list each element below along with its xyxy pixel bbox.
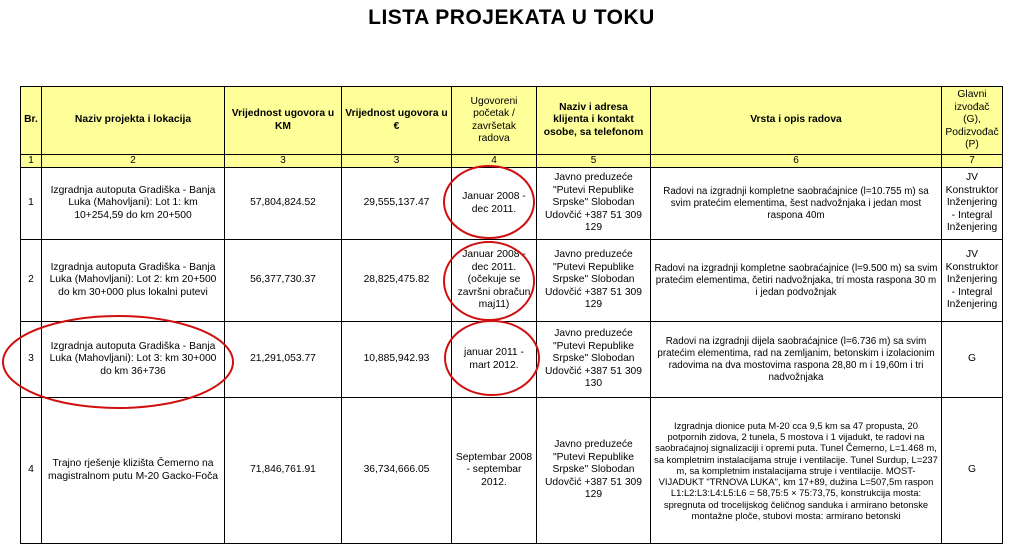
header-no: Br. [21, 87, 42, 155]
column-number-row [21, 155, 1003, 168]
page-title: LISTA PROJEKATA U TOKU [368, 6, 655, 29]
client-info: Javno preduzeće "Putevi Republike Srpske" Slobodan Udovčić +387 51 309 129 [537, 398, 651, 544]
column-number: 2 [42, 155, 225, 168]
column-number: 4 [452, 155, 537, 168]
table-row [21, 168, 1003, 240]
table-row [21, 322, 1003, 398]
project-name: Izgradnja autoputa Gradiška - Banja Luka (Mahovljani): Lot 3: km 30+000 do km 36+736 [42, 322, 225, 398]
project-name: Izgradnja autoputa Gradiška - Banja Luka (Mahovljani): Lot 2: km 20+500 do km 30+000 plus lokalni putevi [42, 240, 225, 322]
project-name: Izgradnja autoputa Gradiška - Banja Luka (Mahovljani): Lot 1: km 10+254,59 do km 20+500 [42, 168, 225, 240]
contractor-role: JV Konstruktor Inženjering - Integral Inženjering [942, 168, 1003, 240]
row-number: 3 [21, 322, 42, 398]
value-km: 56,377,730.37 [225, 240, 342, 322]
work-description: Radovi na izgradnji kompletne saobraćajnice (l=9.500 m) sa svim pratećim elementima, četiri nadvožnjaka, tri mosta raspona 30 m i jedan podvožnjak [651, 240, 942, 322]
header-contractor: Glavni izvođač (G), Podizvođač (P) [942, 87, 1003, 155]
contract-dates: Januar 2008 - dec 2011. [452, 168, 537, 240]
client-info: Javno preduzeće "Putevi Republike Srpske" Slobodan Udovčić +387 51 309 129 [537, 240, 651, 322]
column-number: 3 [225, 155, 342, 168]
client-info: Javno preduzeće "Putevi Republike Srpske" Slobodan Udovčić +387 51 309 129 [537, 168, 651, 240]
column-number: 3 [342, 155, 452, 168]
row-number: 2 [21, 240, 42, 322]
row-number: 1 [21, 168, 42, 240]
table-row [21, 398, 1003, 544]
contractor-role: G [942, 322, 1003, 398]
header-description: Vrsta i opis radova [651, 87, 942, 155]
column-number: 5 [537, 155, 651, 168]
header-project: Naziv projekta i lokacija [42, 87, 225, 155]
value-eur: 28,825,475.82 [342, 240, 452, 322]
project-name: Trajno rješenje klizišta Čemerno na magistralnom putu M-20 Gacko-Foča [42, 398, 225, 544]
work-description: Izgradnja dionice puta M-20 cca 9,5 km sa 47 propusta, 20 potpornih zidova, 2 tunela, 5 mostova i 1 vijadukt, te radovi na saobraćajnoj signalizaciji i opremi puta. Tunel Čemerno, L=1.468 m, sa kompletnim instalacijama struje i ventilacije. Tunel Surdup, L=237 m, sa kompletnim instalacijama struje i ventilacije. MOST-VIJADUKT "TRNOVA LUKA", km 17+89, dužina L=507,5m raspon L1:L2:L3:L4:L5:L6 = 58,75:5 × 75:73,75, konstrukcija mosta: spregnuta od trocelijskog čeličnog sanduka i armirano betonske montažne ploče, stubovi mosta: armirano betonski [651, 398, 942, 544]
contract-dates: januar 2011 - mart 2012. [452, 322, 537, 398]
work-description: Radovi na izgradnji kompletne saobraćajnice (l=10.755 m) sa svim pratećim elementima, šest nadvožnjaka i jedan most raspona 40m [651, 168, 942, 240]
row-number: 4 [21, 398, 42, 544]
contract-dates: Januar 2008 - dec 2011. (očekuje se završni obračun maj11) [452, 240, 537, 322]
projects-table [20, 86, 1003, 544]
value-km: 21,291,053.77 [225, 322, 342, 398]
value-km: 57,804,824.52 [225, 168, 342, 240]
column-number: 6 [651, 155, 942, 168]
header-dates: Ugovoreni početak / završetak radova [452, 87, 537, 155]
value-eur: 29,555,137.47 [342, 168, 452, 240]
header-client: Naziv i adresa klijenta i kontakt osobe, sa telefonom [537, 87, 651, 155]
contract-dates: Septembar 2008 - septembar 2012. [452, 398, 537, 544]
value-eur: 10,885,942.93 [342, 322, 452, 398]
work-description: Radovi na izgradnji dijela saobraćajnice (l=6.736 m) sa svim pratećim elementima, rad na zemljanim, betonskim i izolacionim radovima na dva mostovima raspona 28,80 m i 19,60m i tri nadvožnjaka [651, 322, 942, 398]
table-row [21, 240, 1003, 322]
header-row [21, 87, 1003, 155]
header-value-eur: Vrijednost ugovora u € [342, 87, 452, 155]
client-info: Javno preduzeće "Putevi Republike Srpske" Slobodan Udovčić +387 51 309 130 [537, 322, 651, 398]
value-eur: 36,734,666.05 [342, 398, 452, 544]
value-km: 71,846,761.91 [225, 398, 342, 544]
column-number: 7 [942, 155, 1003, 168]
contractor-role: G [942, 398, 1003, 544]
contractor-role: JV Konstruktor Inženjering - Integral Inženjering [942, 240, 1003, 322]
header-value-km: Vrijednost ugovora u KM [225, 87, 342, 155]
column-number: 1 [21, 155, 42, 168]
